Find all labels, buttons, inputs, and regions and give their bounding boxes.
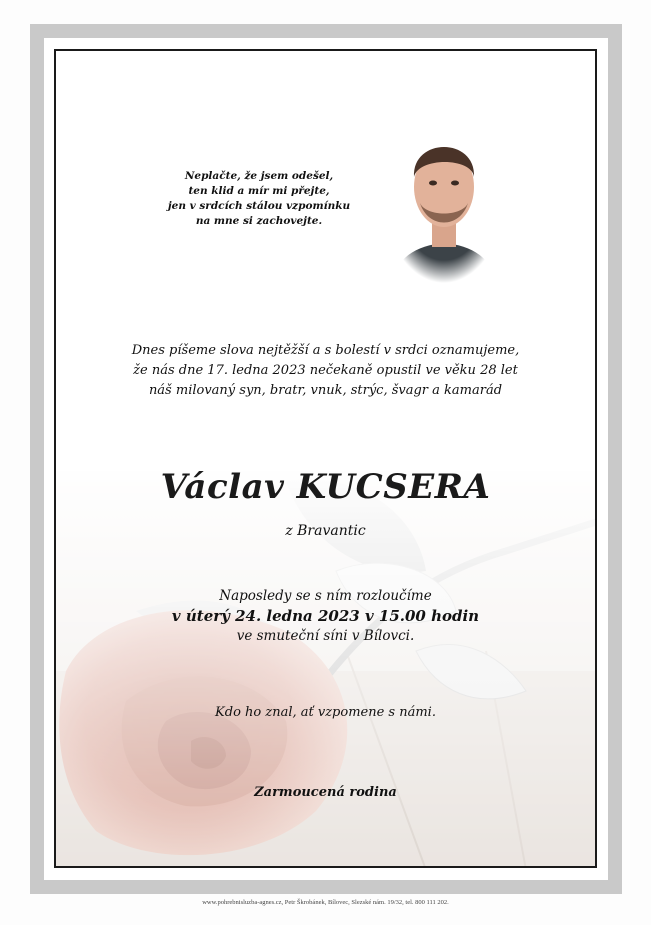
- poem-line: na mne si zachovejte.: [195, 215, 323, 227]
- announcement: [56, 341, 595, 401]
- poem-line: Neplačte, že jsem odešel,: [184, 170, 334, 182]
- black-border-frame: [54, 49, 597, 868]
- announcement-line: náš milovaný syn, bratr, vnuk, strýc, švagr a kamarád: [148, 383, 503, 398]
- announcement-line: Dnes píšeme slova nejtěžší a s bolestí v srdci oznamujeme,: [131, 343, 520, 358]
- poem-line: ten klid a mír mi přejte,: [188, 185, 330, 197]
- deceased-origin: z Bravantic: [285, 523, 366, 539]
- family-signature: Zarmoucená rodina: [254, 785, 397, 800]
- poem-line: jen v srdcích stálou vzpomínku: [167, 200, 351, 212]
- announcement-line: že nás dne 17. ledna 2023 nečekaně opustil ve věku 28 let: [133, 363, 518, 378]
- poem: [144, 169, 374, 229]
- deceased-name: Václav KUCSERA: [160, 467, 491, 507]
- memory-line: Kdo ho znal, ať vzpomene s námi.: [215, 705, 436, 720]
- portrait-photo: [388, 117, 500, 283]
- funeral-intro: Naposledy se s ním rozloučíme: [219, 588, 432, 604]
- funeral-date-time: v úterý 24. ledna 2023 v 15.00 hodin: [171, 607, 480, 625]
- funeral-details: [56, 586, 595, 646]
- footer-credits: www.pohrebnisluzba-agnes.cz, Petr Škrobánek, Bílovec, Slezské nám. 19/32, tel. 800 111 202.: [202, 899, 449, 906]
- funeral-place: ve smuteční síni v Bílovci.: [236, 628, 415, 644]
